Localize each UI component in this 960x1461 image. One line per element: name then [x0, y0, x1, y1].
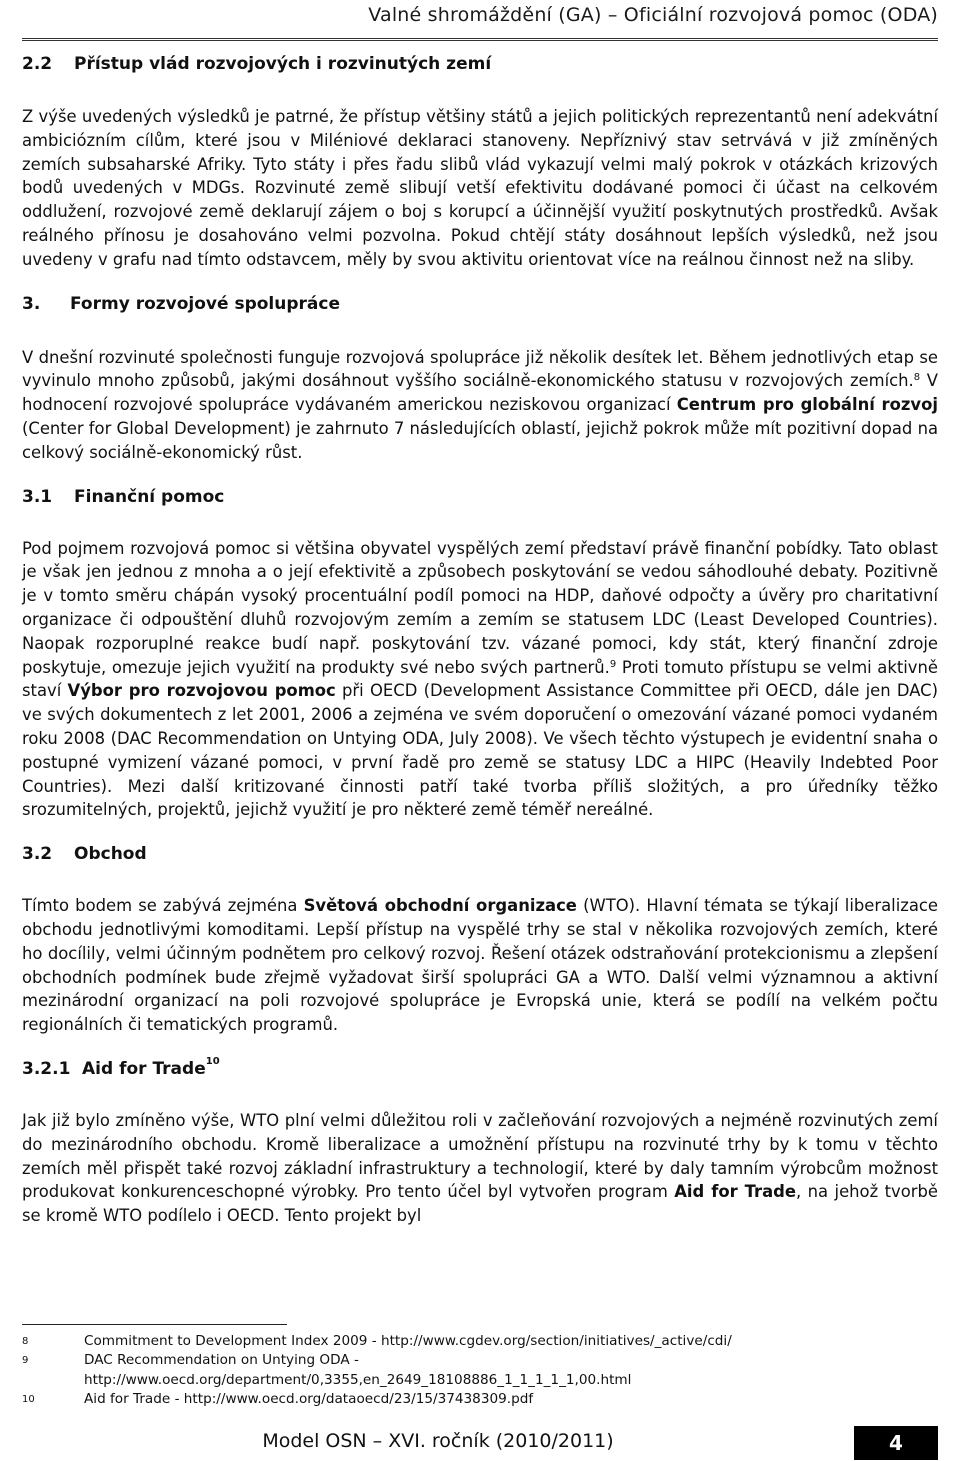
- heading-title: Přístup vlád rozvojových i rozvinutých zemí: [74, 54, 492, 74]
- header-rule: [22, 38, 938, 42]
- heading-2-2: [22, 54, 938, 74]
- page-footer: [0, 1426, 960, 1460]
- page-body: [22, 52, 938, 1228]
- heading-number: 3.2: [22, 844, 53, 865]
- footnote-link[interactable]: Commitment to Development Index 2009 - http://www.cgdev.org/section/initiatives/_active/cdi/: [84, 1333, 732, 1349]
- footnote-9: 9 DAC Recommendation on Untying ODA -: [22, 1352, 359, 1369]
- footer-title: Model OSN – XVI. ročník (2010/2011): [262, 1430, 614, 1452]
- footnote-ref-9[interactable]: 9: [609, 658, 617, 670]
- heading-number: 3.2.1: [22, 1058, 71, 1079]
- heading-title: Finanční pomoc: [74, 486, 225, 507]
- heading-title: Formy rozvojové spolupráce: [70, 293, 340, 314]
- footnote-link[interactable]: http://www.oecd.org/department/0,3355,en_2649_18108886_1_1_1_1_1,00.html: [84, 1371, 632, 1388]
- heading-title: Obchod: [74, 844, 147, 865]
- paragraph-3: V dnešní rozvinuté společnosti funguje rozvojová spolupráce již několik desítek let. Během jednotlivých etap se vyvinulo mnoho způsobů, jakými dosáhnout vyššího sociálně-ekonomického statusu v rozvojových zemích.$^8$ V hodnocení rozvojové spolupráce vydávaném americkou neziskovou organizací Centrum pro globální rozvoj (Center for Global Development) je zahrnuto 7 následujících oblastí, jejichž pokrok může mít pozitivní dopad na celkový sociálně-ekonomický růst.: [22, 347, 938, 462]
- paragraph-3-1: Pod pojmem rozvojová pomoc si většina obyvatel vyspělých zemí představí právě finanční pobídky. Tato oblast je však jen jednou z mnoha a o její efektivitě a způsobech poskytování se vedou sáhodlouhé debaty. Pozitivně je v tomto směru chápán vysoký procentuální podíl pomoci na HDP, daňové odpočty a úvěry pro charitativní organizace či odpouštění dluhů rozvojovým zemím a zemím se statusem LDC (Least Developed Countries). Naopak rozporuplné reakce budí např. poskytování tzv. vázané pomoci, kdy stát, který finanční zdroje poskytuje, omezuje jejich využití na produkty své nebo svých partnerů.$^9$ Proti tomuto přístupu se velmi aktivně staví Výbor pro rozvojovou pomoc při OECD (Development Assistance Committee při OECD, dále jen DAC) ve svých dokumentech z let 2001, 2006 a zejména ve svém doporučení o omezování vázané pomoci vydaném roku 2008 (DAC Recommendation on Untying ODA, July 2008). Ve všech těchto výstupech je evidentní snaha o postupné vymizení vázané pomoci, v první řadě pro země se statusy LDC a HIPC (Heavily Indebted Poor Countries). Mezi další kritizované činnosti patří také tvorba příliš složitých, a pro úředníky těžko srozumitelných, projektů, jejichž využití je pro některé země téměř nereálné.: [22, 538, 938, 820]
- heading-3: [22, 294, 938, 314]
- heading-3-2: [22, 844, 938, 864]
- footnote-8: 8 Commitment to Development Index 2009 - http://www.cgdev.org/section/initiatives/_active/cdi/: [22, 1332, 938, 1351]
- footnote-link[interactable]: Aid for Trade - http://www.oecd.org/dataoecd/23/15/37438309.pdf: [84, 1391, 534, 1408]
- footnote-ref-8[interactable]: 8: [913, 372, 921, 384]
- footnotes: [22, 1332, 938, 1410]
- footnote-10: 10 Aid for Trade - http://www.oecd.org/dataoecd/23/15/37438309.pdf: [22, 1390, 938, 1409]
- heading-number: 3.: [22, 293, 41, 314]
- paragraph-3-2-1: Jak již bylo zmíněno výše, WTO plní velmi důležitou roli v začleňování rozvojových a nejméně rozvinutých zemí do mezinárodního obchodu. Kromě liberalizace a umožnění přístupu na rozvinuté trhy by k tomu v těchto zemích měl přispět také rozvoj základní infrastruktury a technologií, které by daly tamním výrobcům možnost produkovat konkurenceschopné výrobky. Pro tento účel byl vytvořen program Aid for Trade, na jehož tvorbě se kromě WTO podílelo i OECD. Tento projekt byl: [22, 1110, 939, 1226]
- paragraph-2-2: Z výše uvedených výsledků je patrné, že přístup většiny států a jejich politických reprezentantů není adekvátní ambiciózním cílům, které jsou v Miléniové deklaraci stanoveny. Nepříznivý stav setrvává v již zmíněných zemích subsaharské Afriky. Tyto státy i přes řadu slibů vlád vykazují velmi malý pokrok v otázkách krizových bodů uvedených v MDGs. Rozvinuté země slibují vetší efektivitu dodávané pomoci či účast na celkovém oddlužení, rozvojové země deklarují zájem o boj s korupcí a účinnější využití poskytnutých prostředků. Avšak reálného přínosu je dosahováno velmi pozvolna. Pokud chtějí státy dosáhnout lepších výsledků, než jsou uvedeny v grafu nad tímto odstavcem, měly by svou aktivitu orientovat více na reálnou činnost než na sliby.: [22, 107, 938, 269]
- heading-title: Aid for Trade: [82, 1058, 206, 1079]
- page-number: 4: [854, 1426, 938, 1460]
- heading-3-1: [22, 487, 938, 507]
- paragraph-3-2: Tímto bodem se zabývá zejména Světová obchodní organizace (WTO). Hlavní témata se týkají liberalizace obchodu jednotlivými komoditami. Lepší přístup na vyspělé trhy se stal v několika rozvojových zemích, které ho docílily, velmi účinným podnětem pro celkový rozvoj. Řešení otázek odstraňování protekcionismu a zlepšení obchodních podmínek bude zřejmě vyžadovat širší spolupráci GA a WTO. Další velmi významnou a aktivní mezinárodní organizací na poli rozvojové spolupráce je Evropská unie, která se podílí na velkém počtu regionálních či tematických programů.: [22, 896, 938, 1035]
- heading-3-2-1: [22, 1055, 938, 1079]
- footnote-rule: [22, 1324, 287, 1325]
- heading-number: 3.1: [22, 486, 53, 507]
- running-header: Valné shromáždění (GA) – Oficiální rozvojová pomoc (ODA): [368, 4, 938, 26]
- heading-number: 2.2: [22, 54, 53, 74]
- footnote-ref-10[interactable]: 10: [205, 1055, 220, 1067]
